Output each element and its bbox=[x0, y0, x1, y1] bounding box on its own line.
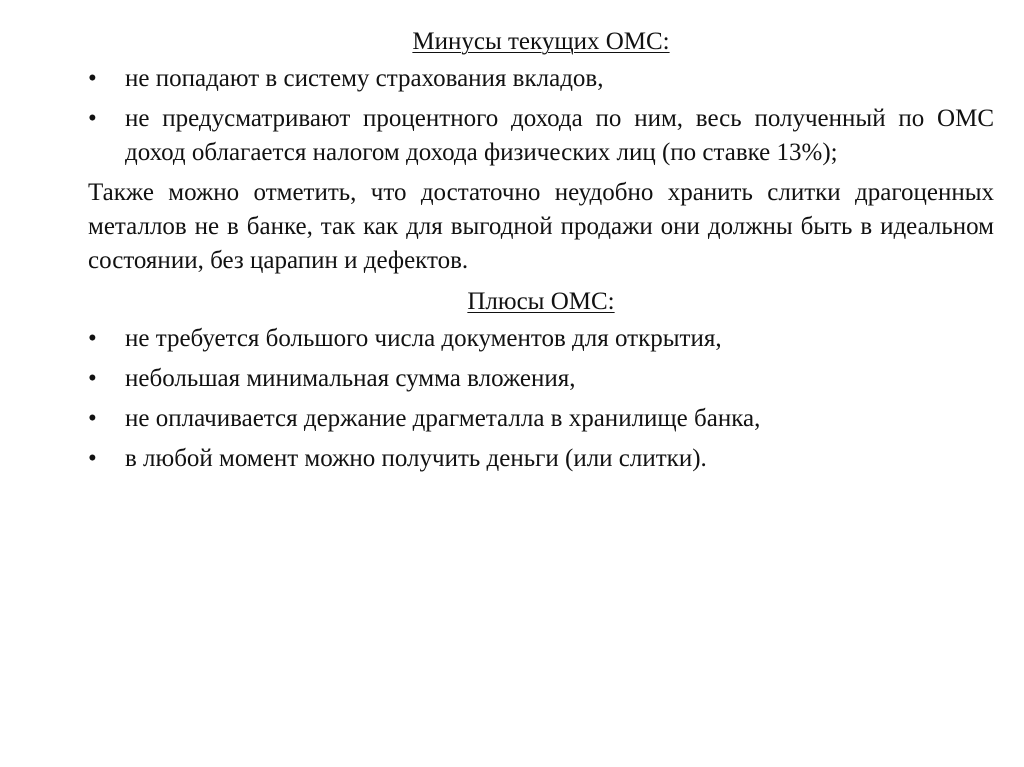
bullet-icon: • bbox=[88, 105, 97, 132]
slide-content bbox=[88, 22, 994, 482]
pros-item-text: в любой момент можно получить деньги (или слитки). bbox=[125, 445, 707, 472]
list-item bbox=[88, 402, 994, 436]
pros-list bbox=[88, 322, 994, 476]
pros-heading: Плюсы ОМС: bbox=[467, 288, 615, 315]
list-item bbox=[88, 362, 994, 396]
bullet-icon: • bbox=[88, 325, 97, 352]
pros-item-text: небольшая минимальная сумма вложения, bbox=[125, 365, 576, 392]
list-item bbox=[88, 102, 994, 170]
pros-item-text: не оплачивается держание драгметалла в хранилище банка, bbox=[125, 405, 761, 432]
bullet-icon: • bbox=[88, 365, 97, 392]
bullet-icon: • bbox=[88, 445, 97, 472]
note-paragraph: Также можно отметить, что достаточно неудобно хранить слитки драгоценных металлов не в банке, так как для выгодной продажи они должны быть в идеальном состоянии, без царапин и дефектов. bbox=[88, 179, 994, 274]
cons-list bbox=[88, 62, 994, 170]
list-item bbox=[88, 442, 994, 476]
list-item bbox=[88, 322, 994, 356]
cons-item-text: не предусматривают процентного дохода по ним, весь полученный по ОМС доход облагается налогом дохода физических лиц (по ставке 13%); bbox=[125, 105, 994, 166]
pros-item-text: не требуется большого числа документов для открытия, bbox=[125, 325, 722, 352]
cons-item-text: не попадают в систему страхования вкладов, bbox=[125, 65, 604, 92]
cons-heading: Минусы текущих ОМС: bbox=[412, 28, 670, 55]
bullet-icon: • bbox=[88, 405, 97, 432]
bullet-icon: • bbox=[88, 65, 97, 92]
list-item bbox=[88, 62, 994, 96]
